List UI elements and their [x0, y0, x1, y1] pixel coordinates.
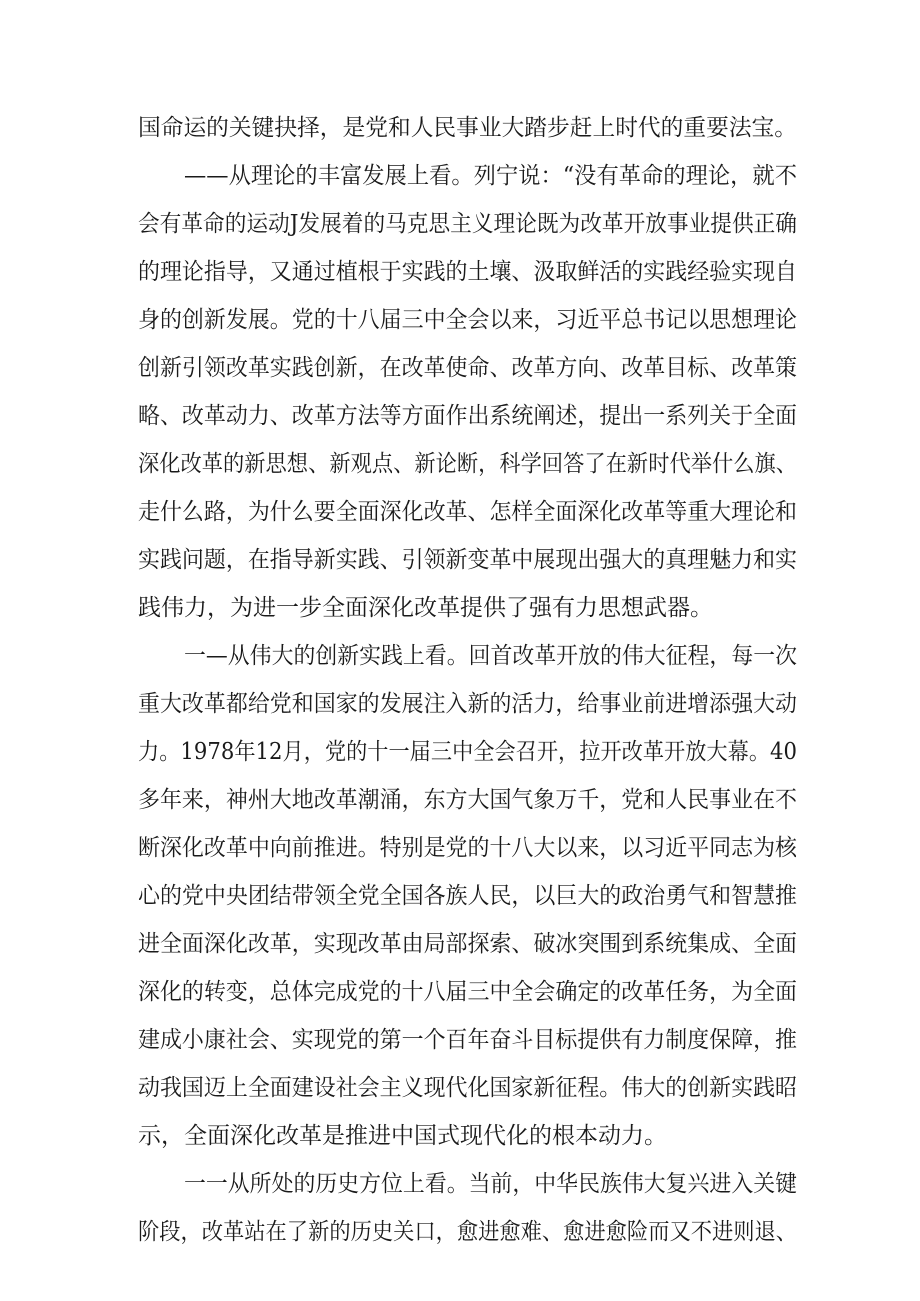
text-line [0, 680, 920, 728]
text-line-content: 建成小康社会、实现党的第一个百年奋斗目标提供有力制度保障，推 [138, 1027, 797, 1053]
text-line [0, 920, 920, 968]
text-line-content: 走什么路，为什么要全面深化改革、怎样全面深化改革等重大理论和 [138, 499, 797, 525]
text-line-content: 创新引领改革实践创新，在改革使命、改革方向、改革目标、改革策 [138, 355, 797, 381]
text-line [0, 1064, 920, 1112]
text-line-content: 心的党中央团结带领全党全国各族人民，以巨大的政治勇气和智慧推 [138, 883, 797, 909]
text-line-content: 进全面深化改革，实现改革由局部探索、破冰突围到系统集成、全面 [138, 931, 797, 957]
text-line [0, 392, 920, 440]
text-line [0, 824, 920, 872]
text-line [0, 488, 920, 536]
text-line-content: 国命运的关键抉择，是党和人民事业大踏步赶上时代的重要法宝。 [138, 115, 797, 141]
text-line [0, 152, 920, 200]
text-line [0, 1016, 920, 1064]
text-line-content: 深化的转变，总体完成党的十八届三中全会确定的改革任务，为全面 [138, 979, 797, 1005]
text-line [0, 728, 920, 776]
text-line [0, 1208, 920, 1256]
text-line-content: 力。1978年12月，党的十一届三中全会召开，拉开改革开放大幕。40 [138, 739, 797, 765]
text-line [0, 1160, 920, 1208]
text-line [0, 872, 920, 920]
text-line-content: 动我国迈上全面建设社会主义现代化国家新征程。伟大的创新实践昭 [138, 1075, 797, 1101]
text-line [0, 632, 920, 680]
text-line [0, 104, 920, 152]
text-line-content: 实践问题，在指导新实践、引领新变革中展现出强大的真理魅力和实 [138, 547, 797, 573]
text-line [0, 968, 920, 1016]
text-line-content: 践伟力，为进一步全面深化改革提供了强有力思想武器。 [138, 595, 713, 621]
text-line [0, 296, 920, 344]
text-line-content: 示，全面深化改革是推进中国式现代化的根本动力。 [138, 1123, 667, 1149]
text-line-content: 重大改革都给党和国家的发展注入新的活力，给事业前进增添强大动 [138, 691, 797, 717]
text-line [0, 440, 920, 488]
text-line-content: 略、改革动力、改革方法等方面作出系统阐述，提出一系列关于全面 [138, 403, 797, 429]
text-line-content: ——从理论的丰富发展上看。列宁说：“没有革命的理论，就不 [184, 163, 797, 189]
text-line-content: 深化改革的新思想、新观点、新论断，科学回答了在新时代举什么旗、 [138, 451, 797, 477]
text-line-content: 一一从所处的历史方位上看。当前，中华民族伟大复兴进入关键 [184, 1171, 797, 1197]
text-line-content: 阶段，改革站在了新的历史关口，愈进愈难、愈进愈险而又不进则退、 [138, 1219, 797, 1245]
text-line [0, 248, 920, 296]
text-line-content: 会有革命的运动J发展着的马克思主义理论既为改革开放事业提供正确 [138, 211, 797, 237]
text-line [0, 584, 920, 632]
text-line-content: 一—从伟大的创新实践上看。回首改革开放的伟大征程，每一次 [184, 643, 797, 669]
text-line-content: 多年来，神州大地改革潮涌，东方大国气象万千，党和人民事业在不 [138, 787, 797, 813]
text-line-content: 的理论指导，又通过植根于实践的土壤、汲取鲜活的实践经验实现自 [138, 259, 797, 285]
text-line [0, 344, 920, 392]
text-line [0, 776, 920, 824]
text-line [0, 536, 920, 584]
text-line [0, 1112, 920, 1160]
text-line [0, 200, 920, 248]
text-line-content: 断深化改革中向前推进。特别是党的十八大以来，以习近平同志为核 [138, 835, 797, 861]
text-line-content: 身的创新发展。党的十八届三中全会以来，习近平总书记以思想理论 [138, 307, 797, 333]
